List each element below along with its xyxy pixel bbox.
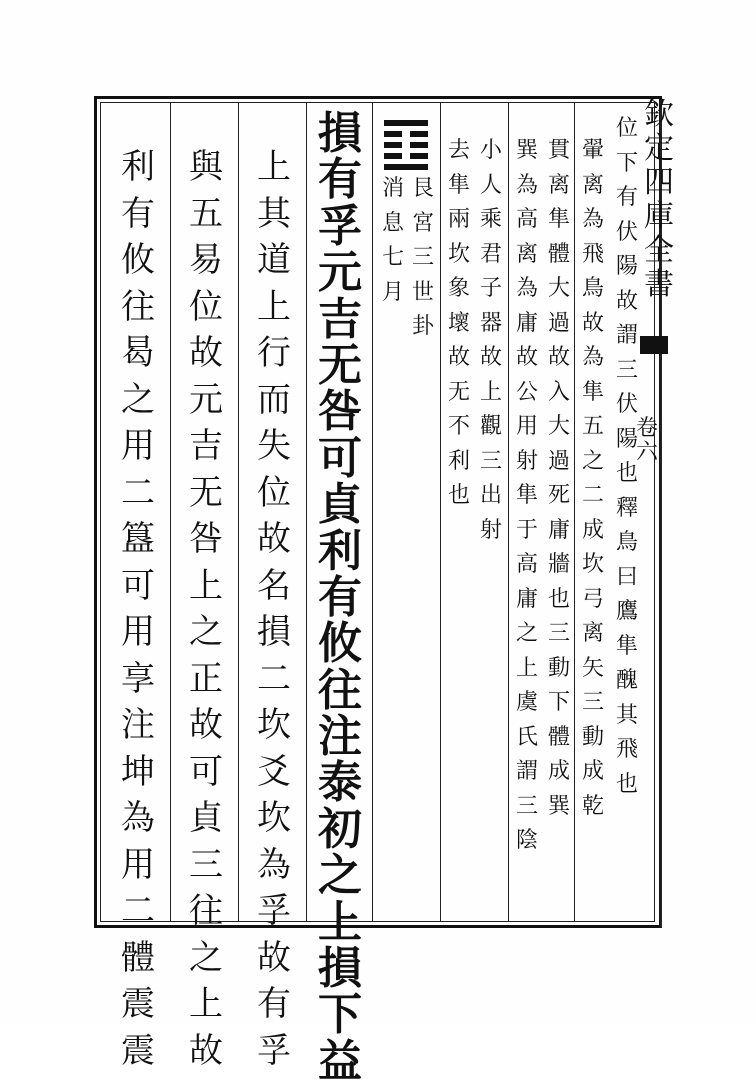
glyph: 入 [547, 379, 570, 405]
glyph: 隼 [581, 379, 604, 405]
glyph: 為 [257, 844, 291, 885]
glyph: 為 [515, 276, 538, 301]
glyph: 小 [479, 138, 502, 163]
glyph: 利 [121, 147, 155, 187]
glyph: 离 [581, 621, 604, 646]
glyph: 宮 [411, 210, 434, 236]
glyph: 孚 [257, 1030, 291, 1071]
glyph: 用 [121, 426, 155, 466]
hexagram-symbol [382, 118, 430, 174]
column-rule [440, 102, 441, 922]
column-rule [574, 102, 575, 922]
glyph: 乾 [581, 793, 604, 819]
glyph: 益 [318, 1035, 362, 1087]
glyph: 三 [547, 621, 570, 646]
glyph: 三 [479, 448, 502, 474]
glyph: 貫 [547, 138, 570, 163]
glyph: 貞 [189, 798, 223, 838]
glyph: 弓 [581, 586, 604, 612]
glyph: 也 [615, 771, 638, 797]
glyph: 艮 [411, 176, 434, 201]
glyph: 故 [547, 345, 570, 370]
glyph: 書 [644, 267, 674, 302]
glyph: 體 [121, 937, 155, 978]
glyph: 曰 [615, 564, 638, 590]
glyph: 為 [515, 172, 538, 198]
glyph: 上 [189, 565, 223, 606]
main-text-column-2 [248, 147, 300, 1080]
glyph: 故 [581, 310, 604, 336]
glyph: 坎 [447, 241, 470, 267]
glyph: 注 [121, 705, 155, 745]
glyph: 為 [581, 345, 604, 370]
glyph: 觀 [479, 414, 502, 439]
glyph: 鳥 [615, 530, 638, 555]
main-text-column-3 [180, 147, 232, 1080]
glyph: 名 [257, 565, 291, 606]
glyph: 陽 [615, 426, 638, 452]
glyph: 用 [121, 844, 155, 885]
glyph: 成 [547, 759, 570, 784]
glyph: 有 [318, 571, 362, 623]
glyph: 利 [447, 448, 470, 474]
glyph: 下 [547, 690, 570, 715]
glyph: 可 [189, 751, 223, 792]
glyph: 息 [381, 210, 404, 236]
glyph: 也 [615, 461, 638, 486]
glyph: 成 [581, 759, 604, 784]
glyph: 故 [189, 705, 223, 745]
glyph: 簋 [121, 519, 155, 559]
glyph: 行 [257, 333, 291, 373]
glyph: 牆 [547, 552, 570, 577]
glyph: 二 [257, 658, 291, 699]
glyph: 震 [121, 1030, 155, 1071]
glyph: 翬 [581, 138, 604, 163]
glyph: 坎 [257, 705, 291, 745]
glyph: 世 [411, 279, 434, 305]
commentary-column-2 [578, 140, 608, 830]
glyph: 离 [515, 241, 538, 267]
glyph: 與 [189, 147, 223, 187]
glyph: 謂 [615, 323, 638, 348]
glyph: 虞 [515, 690, 538, 715]
commentary-column-1 [612, 118, 642, 808]
commentary-column-3 [544, 140, 574, 830]
glyph: 孚 [318, 200, 362, 252]
glyph: 醜 [615, 668, 638, 693]
glyph: 无 [189, 472, 223, 513]
glyph: 陽 [615, 254, 638, 279]
glyph: 可 [121, 565, 155, 606]
glyph: 失 [257, 426, 291, 466]
glyph: 三 [615, 357, 638, 383]
glyph: 之 [121, 379, 155, 420]
glyph: 泰 [318, 757, 362, 809]
glyph: 高 [515, 207, 538, 232]
glyph: 損 [257, 612, 291, 652]
glyph: 公 [515, 379, 538, 405]
glyph: 坎 [581, 552, 604, 577]
glyph: 損 [318, 108, 362, 159]
glyph: 月 [381, 279, 404, 305]
glyph: 巽 [515, 138, 538, 163]
glyph: 有 [121, 193, 155, 234]
glyph: 用 [121, 612, 155, 652]
glyph: 往 [189, 891, 223, 931]
glyph: 六 [635, 440, 658, 465]
glyph: 射 [479, 517, 502, 543]
column-rule [306, 102, 307, 922]
glyph: 大 [547, 414, 570, 439]
glyph: 故 [479, 345, 502, 370]
glyph: 有 [318, 154, 362, 206]
glyph: 而 [257, 379, 291, 420]
glyph: 也 [547, 586, 570, 612]
glyph: 器 [479, 310, 502, 336]
glyph: 為 [581, 207, 604, 232]
glyph: 矢 [581, 655, 604, 681]
glyph: 吉 [189, 426, 223, 466]
glyph: 三 [411, 245, 434, 270]
glyph: 隼 [515, 483, 538, 508]
commentary-column-5 [476, 140, 506, 554]
glyph: 謂 [515, 759, 538, 784]
glyph: 坎 [257, 798, 291, 838]
glyph: 全 [644, 233, 674, 268]
glyph: 欽 [644, 97, 674, 132]
glyph: 兩 [447, 207, 470, 232]
glyph: 故 [615, 288, 638, 314]
glyph: 君 [479, 241, 502, 267]
glyph: 于 [515, 517, 538, 543]
main-text-column-1 [314, 108, 366, 1087]
glyph: 离 [581, 172, 604, 198]
column-rule [238, 102, 239, 922]
glyph: 伏 [615, 392, 638, 417]
glyph: 卷 [635, 416, 658, 441]
glyph: 動 [581, 724, 604, 750]
glyph: 二 [121, 891, 155, 931]
glyph: 子 [479, 276, 502, 301]
glyph: 故 [189, 1030, 223, 1071]
glyph: 上 [515, 655, 538, 681]
glyph: 无 [447, 379, 470, 405]
glyph: 損 [318, 943, 362, 995]
column-rule [508, 102, 509, 922]
glyph: 之 [515, 621, 538, 646]
glyph: 其 [615, 702, 638, 728]
glyph: 初 [318, 803, 362, 855]
glyph: 攸 [318, 618, 362, 670]
glyph: 坤 [121, 751, 155, 792]
glyph: 定 [644, 131, 674, 166]
glyph: 大 [547, 276, 570, 301]
glyph: 吉 [318, 293, 362, 345]
glyph: 正 [189, 658, 223, 699]
glyph: 故 [447, 345, 470, 370]
glyph: 鷹 [615, 599, 638, 624]
glyph: 其 [257, 193, 291, 234]
glyph: 之 [318, 850, 362, 902]
season-label [378, 178, 408, 316]
glyph: 五 [581, 414, 604, 439]
glyph: 之 [189, 937, 223, 978]
glyph: 上 [257, 147, 291, 187]
glyph: 消 [381, 176, 404, 201]
glyph: 飛 [581, 241, 604, 267]
glyph: 往 [318, 664, 362, 716]
glyph: 去 [447, 138, 470, 163]
glyph: 隼 [615, 633, 638, 659]
column-rule [170, 102, 171, 922]
glyph: 陰 [515, 828, 538, 853]
glyph: 庫 [644, 199, 674, 234]
glyph: 成 [581, 517, 604, 543]
glyph: 下 [318, 989, 362, 1041]
glyph: 无 [318, 339, 362, 391]
glyph: 之 [581, 448, 604, 474]
glyph: 震 [121, 984, 155, 1024]
glyph: 易 [189, 240, 223, 280]
commentary-column-6 [444, 140, 474, 520]
glyph: 五 [189, 193, 223, 234]
glyph: 釋 [615, 495, 638, 521]
glyph: 咎 [318, 386, 362, 438]
glyph: 高 [515, 552, 538, 577]
glyph: 享 [121, 658, 155, 699]
glyph: 氏 [515, 724, 538, 750]
glyph: 有 [257, 984, 291, 1024]
glyph: 體 [547, 724, 570, 750]
glyph: 伏 [615, 219, 638, 245]
glyph: 故 [515, 345, 538, 370]
glyph: 位 [189, 286, 223, 327]
glyph: 曷 [121, 333, 155, 373]
glyph: 出 [479, 483, 502, 508]
commentary-column-4 [512, 140, 542, 865]
glyph: 七 [381, 245, 404, 270]
main-text-column-4 [112, 147, 164, 1080]
glyph: 為 [121, 798, 155, 838]
glyph: 咎 [189, 519, 223, 559]
glyph: 三 [515, 793, 538, 819]
glyph: 用 [515, 414, 538, 439]
glyph: 象 [447, 276, 470, 301]
glyph: 庸 [547, 517, 570, 543]
glyph: 過 [547, 448, 570, 474]
glyph: 三 [189, 844, 223, 885]
glyph: 有 [615, 185, 638, 210]
glyph: 庸 [515, 310, 538, 336]
glyph: 死 [547, 483, 570, 508]
glyph: 上 [479, 379, 502, 405]
glyph: 動 [547, 655, 570, 681]
glyph: 往 [121, 286, 155, 327]
glyph: 注 [318, 711, 362, 763]
glyph: 巽 [547, 793, 570, 819]
glyph: 壞 [447, 310, 470, 336]
glyph: 道 [257, 240, 291, 280]
glyph: 飛 [615, 737, 638, 762]
glyph: 隼 [447, 172, 470, 198]
glyph: 上 [189, 984, 223, 1024]
glyph: 孚 [257, 891, 291, 931]
glyph: 庸 [515, 586, 538, 612]
glyph: 射 [515, 448, 538, 474]
glyph: 故 [257, 937, 291, 978]
glyph: 位 [257, 472, 291, 513]
glyph: 二 [581, 483, 604, 508]
glyph: 上 [257, 286, 291, 327]
glyph: 攸 [121, 240, 155, 280]
glyph: 隼 [547, 207, 570, 232]
glyph: 元 [318, 247, 362, 299]
glyph: 爻 [257, 751, 291, 792]
glyph: 上 [318, 896, 362, 948]
glyph: 過 [547, 310, 570, 336]
column-rule [372, 102, 373, 922]
palace-label [408, 178, 438, 351]
glyph: 之 [189, 612, 223, 652]
glyph: 可 [318, 432, 362, 484]
fishtail-mark [640, 336, 668, 354]
glyph: 二 [121, 472, 155, 513]
glyph: 鳥 [581, 276, 604, 301]
glyph: 四 [644, 165, 674, 200]
glyph: 故 [189, 333, 223, 373]
glyph: 人 [479, 172, 502, 198]
glyph: 也 [447, 483, 470, 508]
glyph: 體 [547, 241, 570, 267]
glyph: 卦 [411, 314, 434, 339]
glyph: 位 [615, 116, 638, 141]
glyph: 貞 [318, 479, 362, 531]
glyph: 离 [547, 172, 570, 198]
glyph: 下 [615, 150, 638, 176]
glyph: 三 [581, 690, 604, 715]
glyph: 利 [318, 525, 362, 577]
glyph: 故 [257, 519, 291, 559]
glyph: 乘 [479, 207, 502, 232]
glyph: 不 [447, 414, 470, 439]
glyph: 元 [189, 379, 223, 420]
